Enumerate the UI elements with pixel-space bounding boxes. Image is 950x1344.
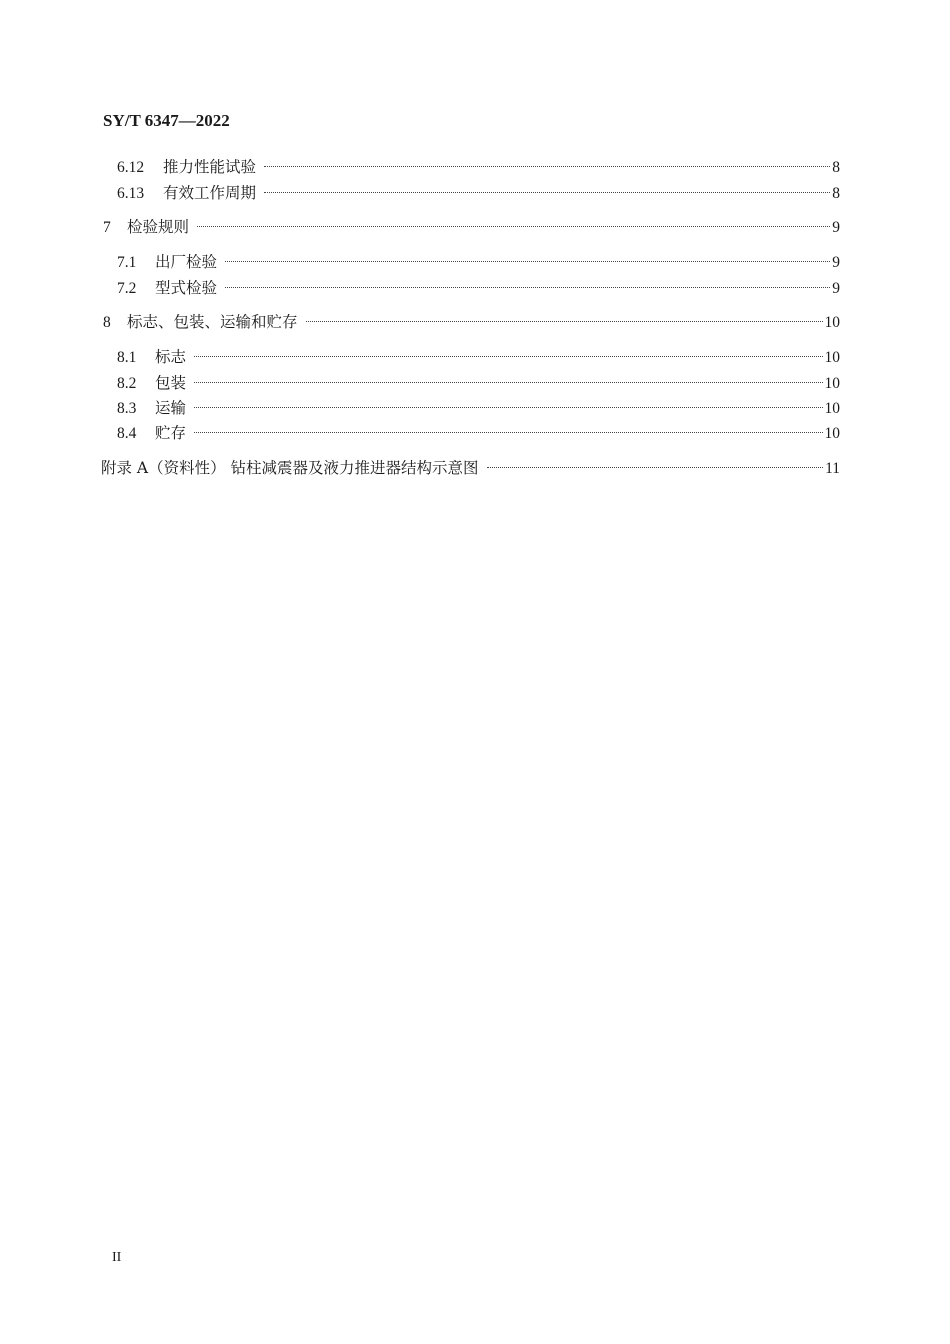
toc-dot-leader xyxy=(194,356,822,357)
toc-entry-number: 8.3 xyxy=(117,400,137,417)
toc-dot-leader xyxy=(194,382,822,383)
toc-entry-title: 标志 xyxy=(155,348,187,366)
toc-entry[interactable] xyxy=(0,423,840,444)
toc-dot-leader xyxy=(197,226,830,227)
toc-entry-number: 7.1 xyxy=(117,254,137,271)
toc-entry-page: 10 xyxy=(824,375,840,392)
toc-entry-number: 6.13 xyxy=(117,185,145,202)
toc-entry-title: 运输 xyxy=(155,399,187,417)
toc-entry-title: 出厂检验 xyxy=(155,253,218,271)
toc-entry-number: 8 xyxy=(103,314,111,331)
toc-entry[interactable] xyxy=(0,183,840,204)
toc-dot-leader xyxy=(225,287,830,288)
toc-entry-title: 推力性能试验 xyxy=(163,158,257,176)
toc-entry[interactable] xyxy=(0,252,840,273)
toc-dot-leader xyxy=(264,192,830,193)
toc-entry-number: 8.1 xyxy=(117,349,137,366)
toc-entry[interactable] xyxy=(0,312,840,333)
toc-dot-leader xyxy=(487,467,824,468)
toc-entry-page: 10 xyxy=(824,349,840,366)
toc-entry-number: 7.2 xyxy=(117,280,137,297)
toc-entry[interactable] xyxy=(0,347,840,368)
toc-entry[interactable] xyxy=(0,398,840,419)
toc-entry-number: 8.2 xyxy=(117,375,137,392)
toc-entry-page: 8 xyxy=(832,185,840,202)
toc-entry[interactable] xyxy=(0,217,840,238)
toc-entry[interactable] xyxy=(0,373,840,394)
toc-dot-leader xyxy=(264,166,830,167)
toc-dot-leader xyxy=(225,261,830,262)
toc-entry-page: 9 xyxy=(832,219,840,236)
toc-entry-page: 10 xyxy=(824,314,840,331)
toc-entry-title: 检验规则 xyxy=(127,218,190,236)
toc-entry-title: 包装 xyxy=(155,374,187,392)
toc-dot-leader xyxy=(194,407,822,408)
toc-entry-number: 7 xyxy=(103,219,111,236)
toc-entry-page: 9 xyxy=(832,254,840,271)
toc-entry-title: 有效工作周期 xyxy=(163,184,257,202)
toc-entry[interactable] xyxy=(0,278,840,299)
toc-entry-page: 10 xyxy=(824,400,840,417)
toc-dot-leader xyxy=(306,321,823,322)
document-code: SY/T 6347—2022 xyxy=(103,111,230,130)
toc-entry-number: 8.4 xyxy=(117,425,137,442)
page-number: II xyxy=(112,1250,122,1265)
toc-dot-leader xyxy=(194,432,822,433)
toc-entry-title: 型式检验 xyxy=(155,279,218,297)
toc-entry-page: 10 xyxy=(824,425,840,442)
toc-entry-title: 标志、包装、运输和贮存 xyxy=(127,313,298,331)
toc-entry-number: 6.12 xyxy=(117,159,145,176)
toc-entry-title: 附录 A（资料性） 钻柱减震器及液力推进器结构示意图 xyxy=(101,459,479,477)
toc-entry-title: 贮存 xyxy=(155,424,187,442)
toc-entry-page: 8 xyxy=(832,159,840,176)
toc-entry-appendix[interactable] xyxy=(0,458,840,479)
toc-entry-page: 11 xyxy=(825,460,840,477)
toc-entry[interactable] xyxy=(0,157,840,178)
toc-entry-page: 9 xyxy=(832,280,840,297)
